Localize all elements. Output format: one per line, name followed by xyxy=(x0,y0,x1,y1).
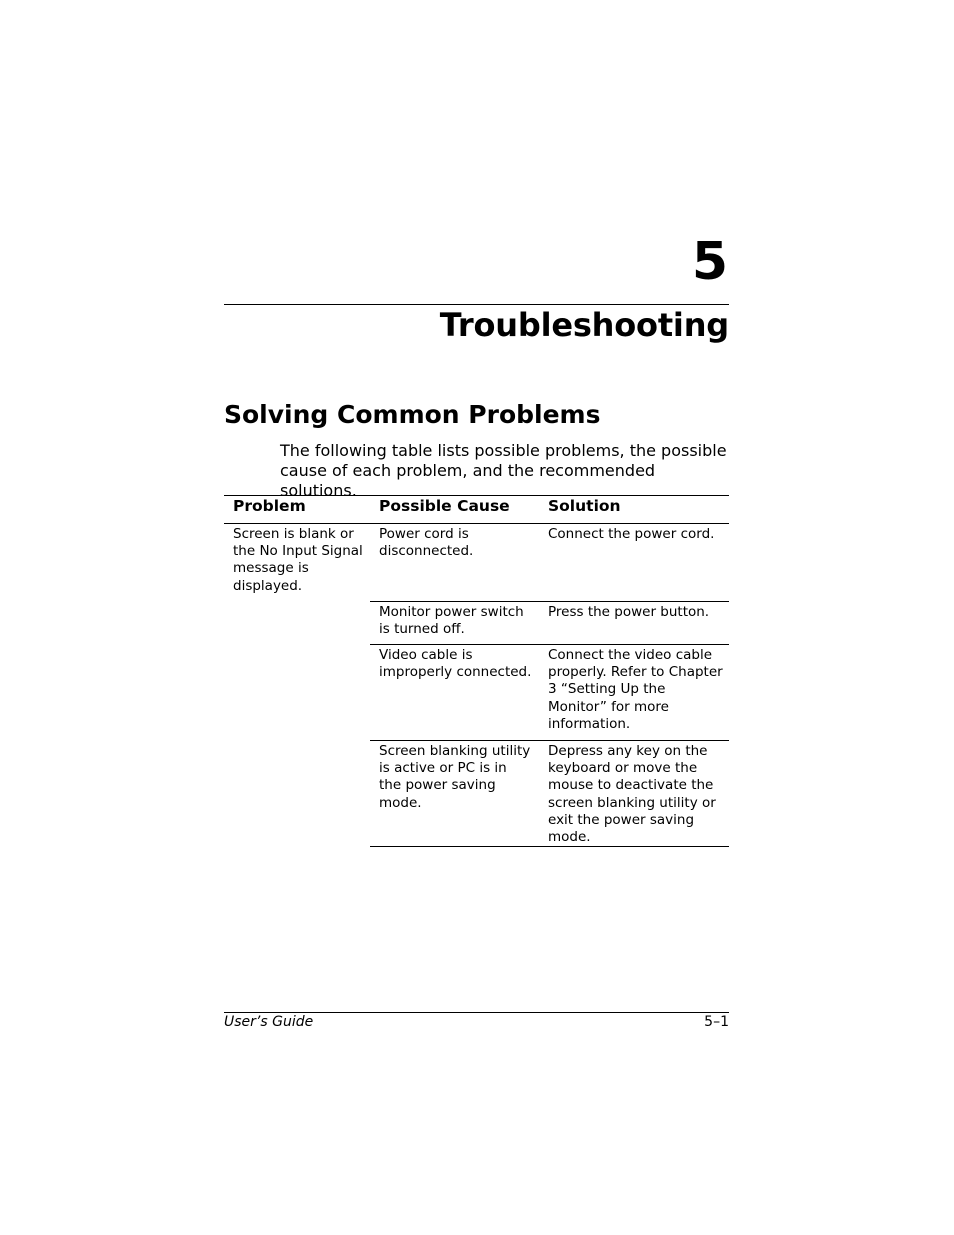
cause-cell: Video cable is improperly connected. xyxy=(370,645,539,741)
problem-cell: Screen is blank or the No Input Signal message is displayed. xyxy=(233,526,363,594)
troubleshooting-table xyxy=(224,495,729,847)
solution-cell: Connect the power cord. xyxy=(548,526,715,542)
table-row xyxy=(224,524,729,602)
intro-paragraph: The following table lists possible problems, the possible cause of each problem, and the recommended solutions. xyxy=(280,441,727,500)
header-solution: Solution xyxy=(539,496,729,524)
solution-cell: Press the power button. xyxy=(539,602,729,645)
chapter-number: 5 xyxy=(691,232,728,292)
table-header-row xyxy=(224,496,729,524)
footer-page-number: 5–1 xyxy=(704,1014,729,1030)
solution-cell: Depress any key on the keyboard or move the mouse to deactivate the screen blanking utility or exit the power saving mode. xyxy=(539,741,729,847)
chapter-title: Troubleshooting xyxy=(439,306,729,344)
header-problem: Problem xyxy=(224,496,370,524)
footer-guide-title: User’s Guide xyxy=(224,1014,314,1030)
cause-cell: Power cord is disconnected. xyxy=(379,526,474,560)
cause-cell: Screen blanking utility is active or PC is in the power saving mode. xyxy=(370,741,539,847)
header-cause: Possible Cause xyxy=(370,496,539,524)
section-title: Solving Common Problems xyxy=(224,400,601,429)
cause-cell: Monitor power switch is turned off. xyxy=(370,602,539,645)
solution-cell: Connect the video cable properly. Refer to Chapter 3 “Setting Up the Monitor” for more information. xyxy=(539,645,729,741)
footer-divider xyxy=(224,1012,729,1013)
